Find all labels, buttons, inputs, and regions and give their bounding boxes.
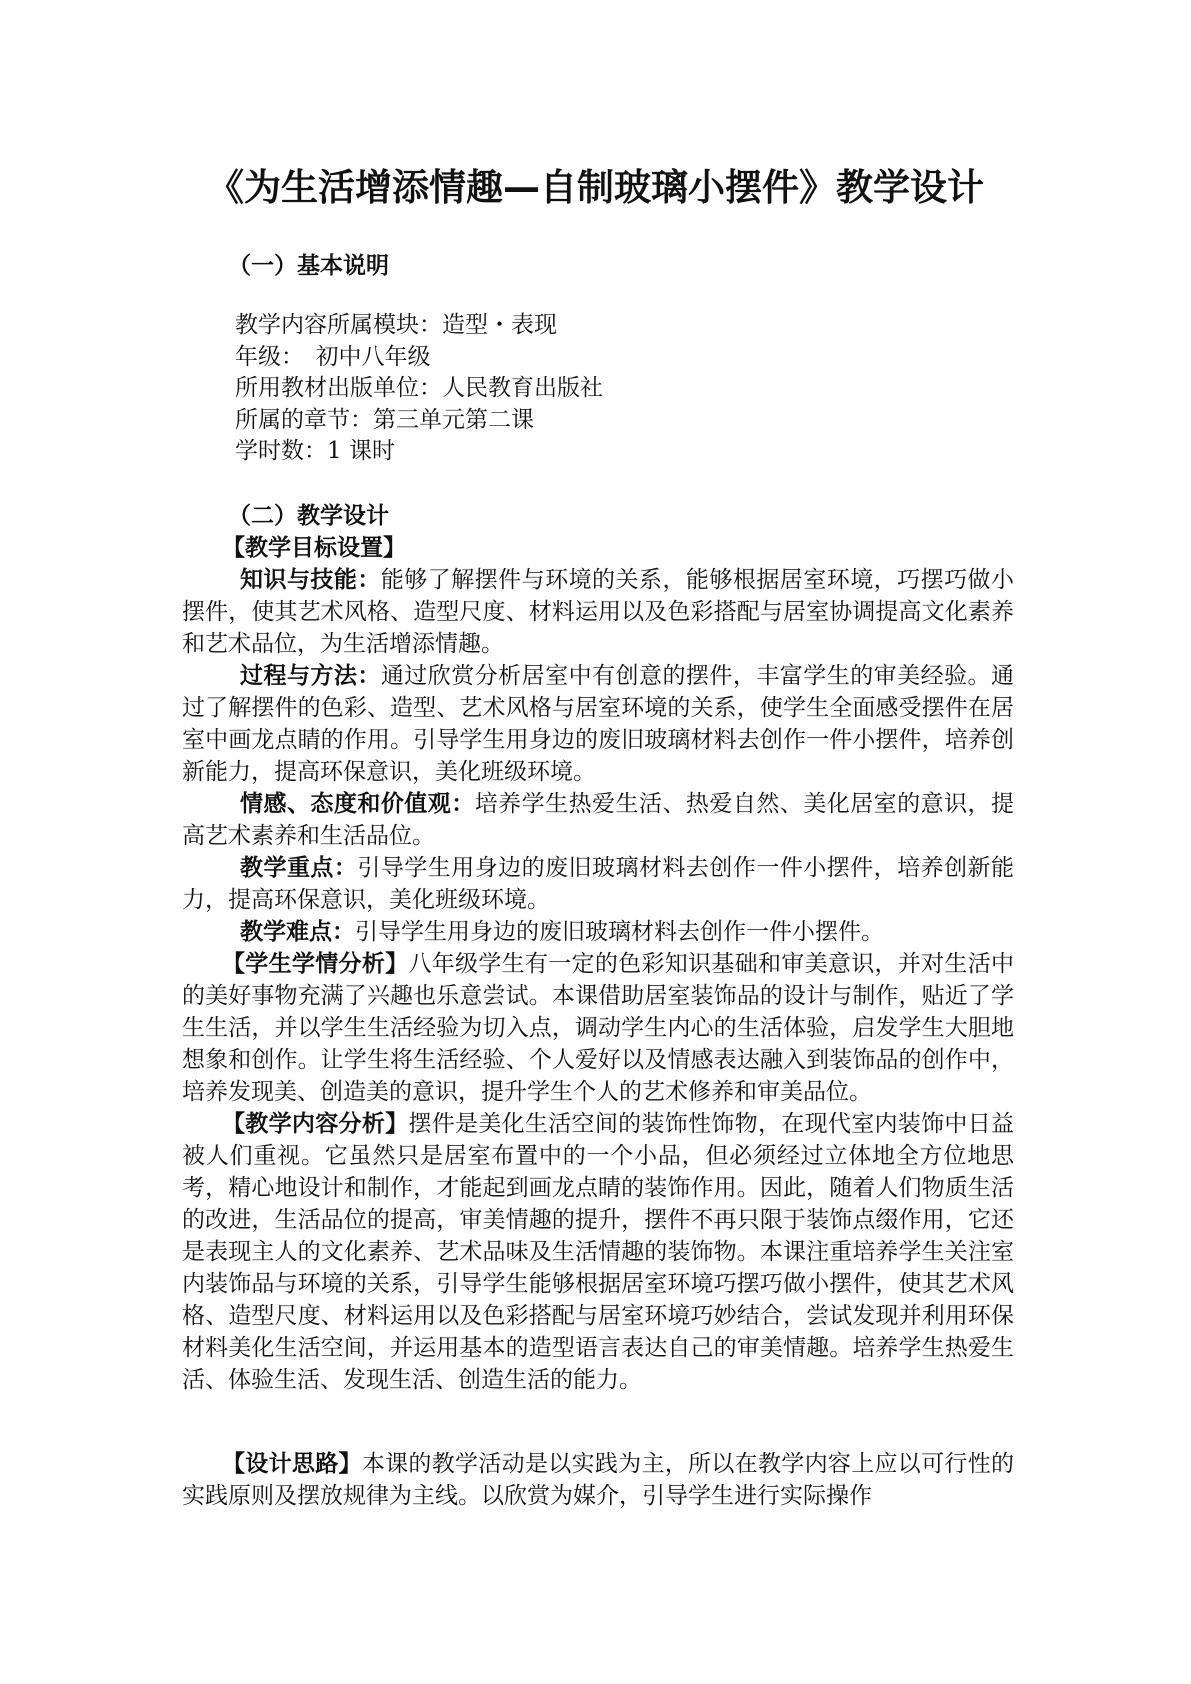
paragraph-emotion xyxy=(182,788,1014,852)
content-analysis-label: 【教学内容分析】 xyxy=(222,1111,409,1137)
paragraph-knowledge xyxy=(182,564,1014,660)
section-heading-basic-info: （一）基本说明 xyxy=(228,253,389,279)
goals-heading xyxy=(182,532,1014,564)
emotion-text: 培养学生热爱生活、热爱自然、美化居室的意识，提高艺术素养和生活品位。 xyxy=(182,791,1014,849)
paragraph-content-analysis xyxy=(182,1108,1014,1396)
teaching-design-body xyxy=(182,532,1014,1396)
info-hours: 学时数：1 课时 xyxy=(235,438,395,464)
basic-info-list xyxy=(235,310,603,468)
info-chapter: 所属的章节：第三单元第二课 xyxy=(235,406,534,433)
paragraph-key-point xyxy=(182,852,1014,916)
student-analysis-label: 【学生学情分析】 xyxy=(222,951,409,977)
emotion-label: 情感、态度和价值观： xyxy=(240,791,475,817)
paragraph-process xyxy=(182,660,1014,788)
paragraph-difficulty xyxy=(182,916,1014,948)
paragraph-design-idea xyxy=(182,1448,1014,1512)
document-title: 《为生活增添情趣—自制玻璃小摆件》教学设计 xyxy=(207,166,984,209)
process-text: 通过欣赏分析居室中有创意的摆件，丰富学生的审美经验。通过了解摆件的色彩、造型、艺术风格与居室环境的关系，使学生全面感受摆件在居室中画龙点睛的作用。引导学生用身边的废旧玻璃材料去创作一件小摆件，培养创新能力，提高环保意识，美化班级环境。 xyxy=(182,663,1014,785)
section-heading-teaching-design: （二）教学设计 xyxy=(228,503,389,529)
process-label: 过程与方法： xyxy=(240,663,381,689)
knowledge-label: 知识与技能： xyxy=(240,567,381,593)
paragraph-student-analysis xyxy=(182,948,1014,1108)
info-module: 教学内容所属模块：造型・表现 xyxy=(235,312,557,338)
design-idea-label: 【设计思路】 xyxy=(222,1451,362,1477)
goals-heading-label: 【教学目标设置】 xyxy=(222,535,406,561)
content-analysis-text: 摆件是美化生活空间的装饰性饰物，在现代室内装饰中日益被人们重视。它虽然只是居室布置中的一个小品，但必须经过立体地全方位地思考，精心地设计和制作，才能起到画龙点睛的装饰作用。因此，随着人们物质生活的改进，生活品位的提高，审美情趣的提升，摆件不再只限于装饰点缀作用，它还是表现主人的文化素养、艺术品味及生活情趣的装饰物。本课注重培养学生关注室内装饰品与环境的关系，引导学生能够根据居室环境巧摆巧做小摆件，使其艺术风格、造型尺度、材料运用以及色彩搭配与居室环境巧妙结合，尝试发现并利用环保材料美化生活空间，并运用基本的造型语言表达自己的审美情趣。培养学生热爱生活、体验生活、发现生活、创造生活的能力。 xyxy=(182,1111,1015,1393)
key-point-text: 引导学生用身边的废旧玻璃材料去创作一件小摆件，培养创新能力，提高环保意识，美化班级环境。 xyxy=(182,855,1014,913)
info-grade: 年级： 初中八年级 xyxy=(235,343,431,370)
knowledge-text: 能够了解摆件与环境的关系，能够根据居室环境，巧摆巧做小摆件，使其艺术风格、造型尺度、材料运用以及色彩搭配与居室协调提高文化素养和艺术品位，为生活增添情趣。 xyxy=(182,567,1014,657)
design-idea-text: 本课的教学活动是以实践为主，所以在教学内容上应以可行性的实践原则及摆放规律为主线。以欣赏为媒介，引导学生进行实际操作 xyxy=(182,1451,1015,1509)
info-publisher: 所用教材出版单位：人民教育出版社 xyxy=(235,375,603,401)
design-idea-body xyxy=(182,1448,1014,1512)
key-point-label: 教学重点： xyxy=(240,855,358,881)
student-analysis-text: 八年级学生有一定的色彩知识基础和审美意识，并对生活中的美好事物充满了兴趣也乐意尝试。本课借助居室装饰品的设计与制作，贴近了学生生活，并以学生生活经验为切入点，调动学生内心的生活体验，启发学生大胆地想象和创作。让学生将生活经验、个人爱好以及情感表达融入到装饰品的创作中，培养发现美、创造美的意识，提升学生个人的艺术修养和审美品位。 xyxy=(182,951,1015,1105)
difficulty-label: 教学难点： xyxy=(240,919,355,945)
difficulty-text: 引导学生用身边的废旧玻璃材料去创作一件小摆件。 xyxy=(355,919,884,945)
